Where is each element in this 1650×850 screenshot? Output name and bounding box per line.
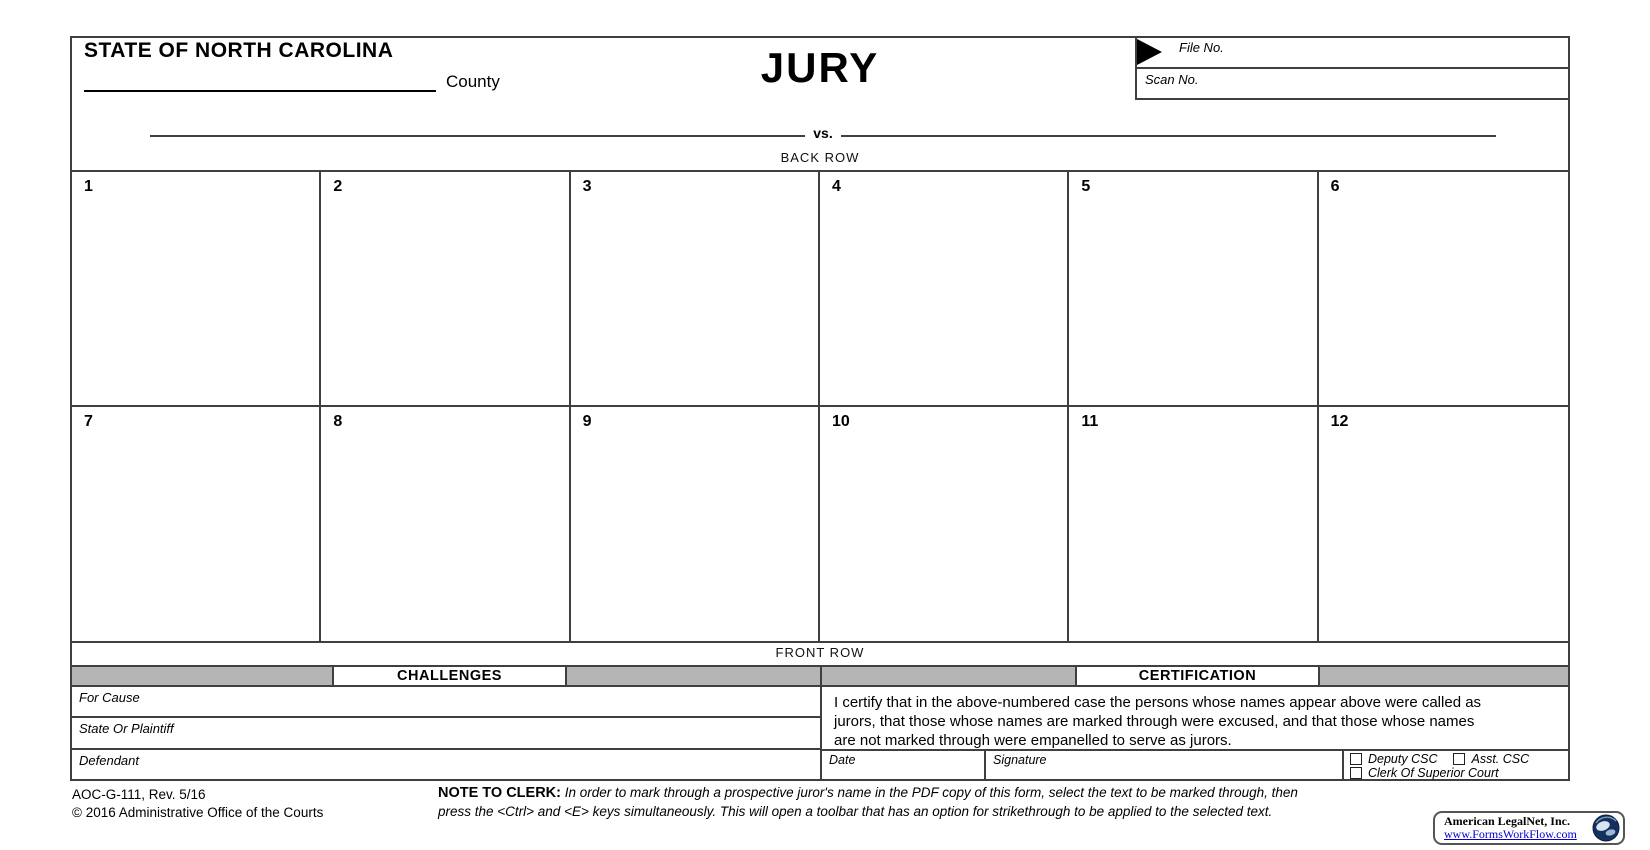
juror-cell-11[interactable]: 11	[1069, 407, 1318, 641]
county-label: County	[446, 72, 500, 91]
front-row-label: FRONT ROW	[775, 645, 865, 660]
date-signature-row	[822, 749, 1568, 779]
note-to-clerk-label: NOTE TO CLERK:	[438, 785, 561, 801]
form-identifier	[72, 786, 323, 821]
challenges-header: CHALLENGES	[332, 667, 567, 687]
challenges-rows	[72, 687, 822, 779]
deputy-csc-label: Deputy CSC	[1368, 752, 1438, 766]
juror-cell-5[interactable]: 5	[1069, 172, 1318, 407]
asst-csc-label: Asst. CSC	[1471, 752, 1530, 766]
clerk-superior-court-label: Clerk Of Superior Court	[1368, 766, 1499, 780]
challenge-row-state-or-plaintiff[interactable]	[72, 718, 820, 749]
challenge-row-defendant[interactable]	[72, 750, 820, 779]
signature-label: Signature	[993, 753, 1047, 767]
vs-label: vs.	[813, 125, 833, 141]
deputy-csc-checkbox[interactable]	[1350, 753, 1362, 765]
signature-field[interactable]	[986, 751, 1344, 779]
header-bar-divider	[820, 667, 822, 687]
defendant-label: Defendant	[79, 752, 139, 768]
juror-cell-6[interactable]: 6	[1319, 172, 1568, 407]
for-cause-label: For Cause	[79, 690, 140, 705]
challenge-row-for-cause[interactable]	[72, 687, 820, 718]
juror-cell-9[interactable]: 9	[571, 407, 820, 641]
juror-cell-10[interactable]: 10	[820, 407, 1069, 641]
formsworkflow-link[interactable]: www.FormsWorkFlow.com	[1444, 827, 1577, 841]
copyright-line: © 2016 Administrative Office of the Courts	[72, 804, 324, 820]
juror-cell-1[interactable]: 1	[72, 172, 321, 407]
back-row-label: BACK ROW	[780, 150, 860, 165]
certification-header: CERTIFICATION	[1075, 667, 1320, 687]
note-to-clerk	[438, 784, 1516, 820]
asst-csc-checkbox[interactable]	[1453, 753, 1465, 765]
note-line-1: In order to mark through a prospective juror's name in the PDF copy of this form, select the text to be marked through, then	[564, 785, 1298, 800]
note-line-2: press the <Ctrl> and <E> keys simultaneously. This will open a toolbar that has an option for strikethrough to be applied to the selected text.	[438, 803, 1273, 819]
challenges-certification-table	[70, 665, 1570, 781]
clerk-role-checkboxes	[1344, 751, 1568, 779]
state-or-plaintiff-label: State Or Plaintiff	[79, 721, 174, 737]
scan-no-label: Scan No.	[1145, 72, 1199, 87]
defendant-name-line[interactable]	[841, 135, 1496, 137]
plaintiff-name-line[interactable]	[150, 135, 805, 137]
globe-icon	[1592, 814, 1620, 842]
form-number: AOC-G-111, Rev. 5/16	[72, 787, 206, 802]
case-caption-row	[150, 126, 1496, 140]
date-field[interactable]	[822, 751, 986, 779]
scan-no-field[interactable]	[1137, 69, 1568, 87]
juror-cell-3[interactable]: 3	[571, 172, 820, 407]
file-no-field[interactable]	[1137, 38, 1568, 69]
form-title: JURY	[760, 44, 880, 91]
triangle-marker-icon	[1137, 39, 1162, 65]
juror-cell-7[interactable]: 7	[72, 407, 321, 641]
clerk-superior-court-checkbox[interactable]	[1350, 767, 1362, 779]
date-label: Date	[829, 753, 856, 767]
certification-text: I certify that in the above-numbered case the persons whose names appear above were called as jurors, that those whose names are marked through were excused, and that those whose names are not marked through were empanelled to serve as jurors.	[834, 694, 1482, 749]
file-scan-box	[1135, 38, 1568, 100]
file-no-label: File No.	[1179, 40, 1224, 55]
juror-grid	[70, 170, 1570, 643]
legalnet-company-name: American LegalNet, Inc.	[1444, 813, 1570, 828]
section-header-bar	[72, 667, 1568, 687]
juror-cell-4[interactable]: 4	[820, 172, 1069, 407]
juror-cell-8[interactable]: 8	[321, 407, 570, 641]
state-title: STATE OF NORTH CAROLINA	[84, 39, 394, 62]
juror-cell-2[interactable]: 2	[321, 172, 570, 407]
american-legalnet-badge	[1433, 811, 1625, 845]
juror-cell-12[interactable]: 12	[1319, 407, 1568, 641]
